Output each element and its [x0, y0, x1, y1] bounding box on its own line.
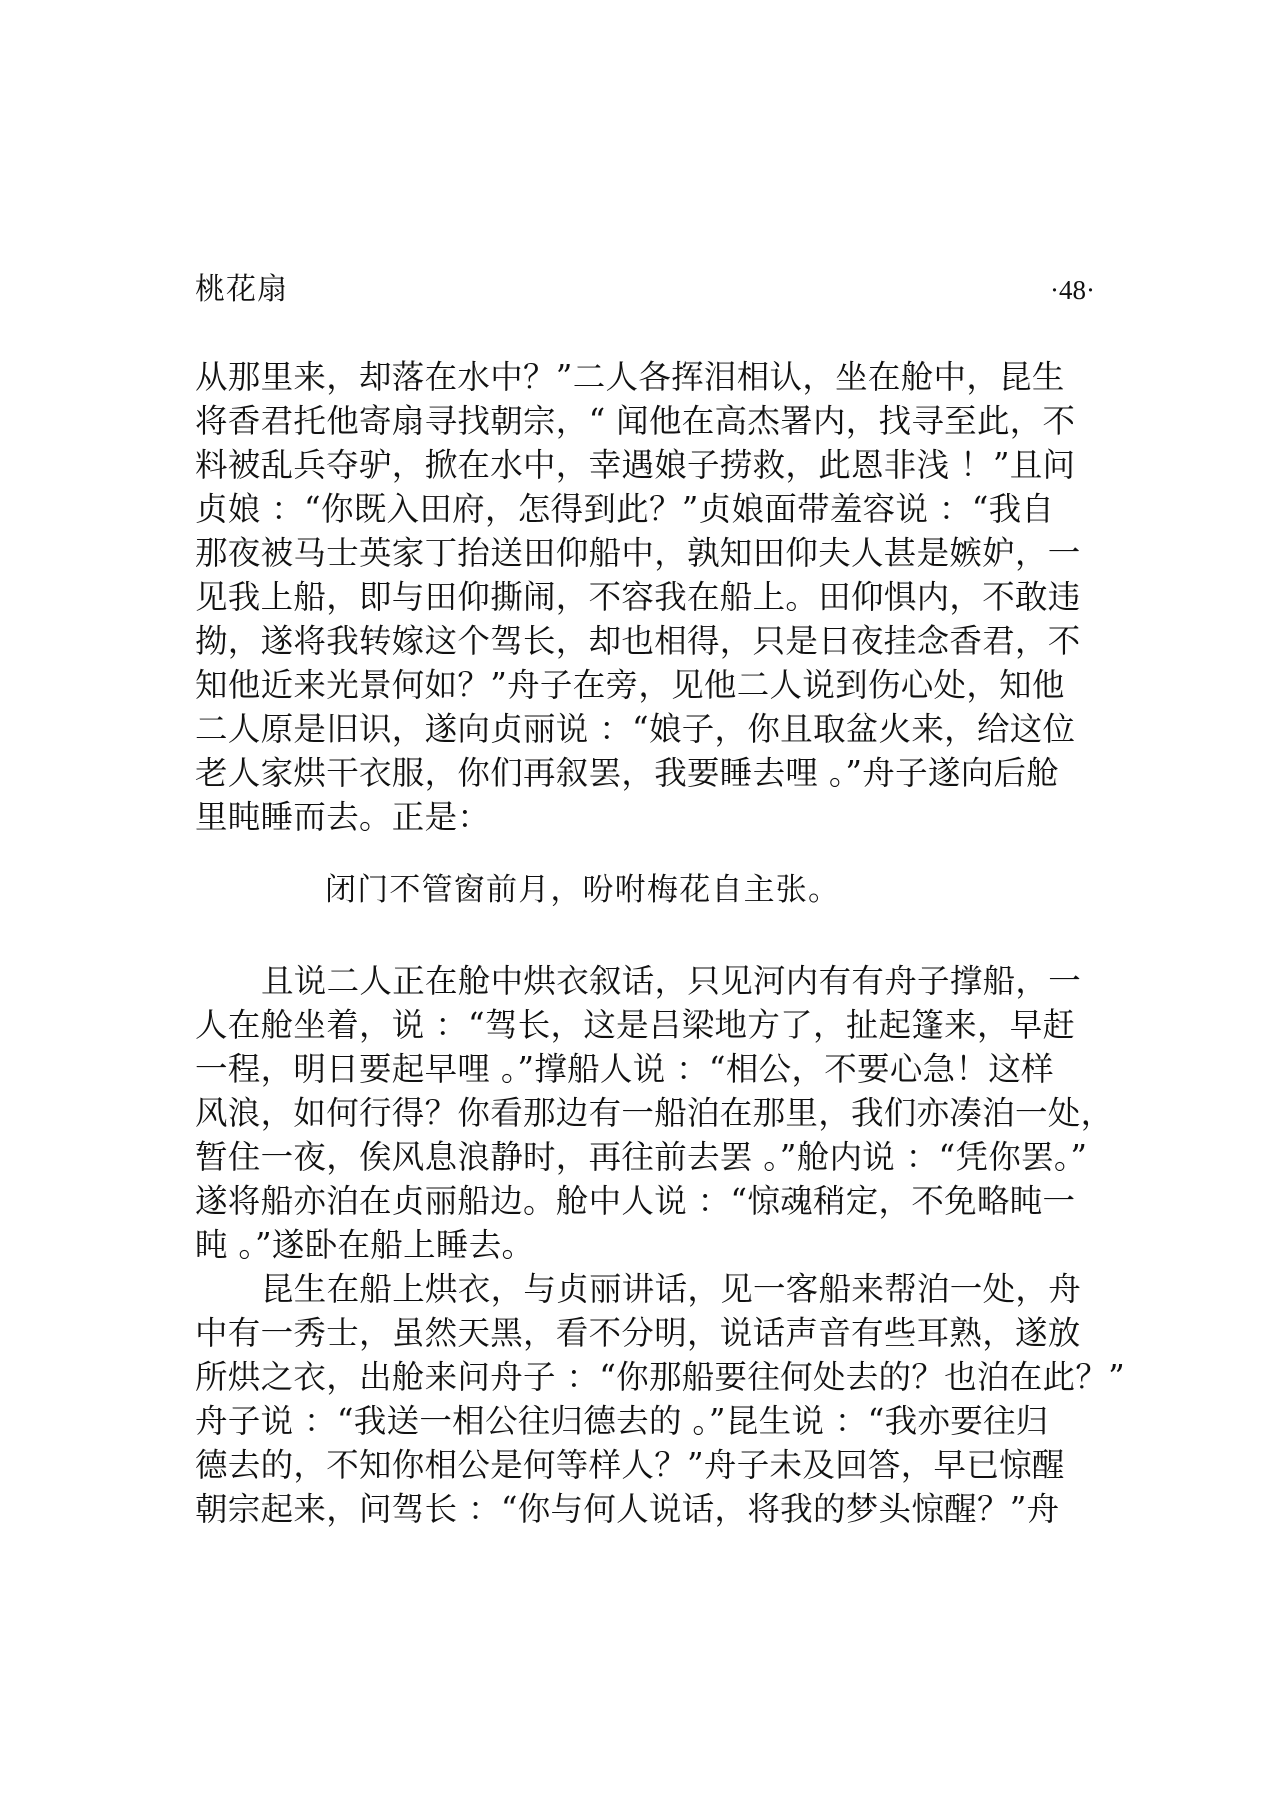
- text-line: 所烘之衣，出舱来问舟子 ：“你那船要往何处去的？也泊在此？”: [195, 1358, 1126, 1396]
- verse-couplet: 闭门不管窗前月，吩咐梅花自主张。: [325, 872, 841, 908]
- text-line: 中有一秀士，虽然天黑，看不分明，说话声音有些耳熟，遂放: [195, 1314, 1081, 1352]
- text-line: 盹 。”遂卧在船上睡去。: [195, 1226, 535, 1264]
- text-line: 风浪，如何行得？你看那边有一船泊在那里，我们亦凑泊一处，: [195, 1094, 1114, 1132]
- text-line: 且说二人正在舱中烘衣叙话，只见河内有有舟子撑船，一: [261, 962, 1082, 1000]
- text-line: 从那里来，却落在水中？”二人各挥泪相认，坐在舱中，昆生: [195, 358, 1065, 396]
- text-line: 一程，明日要起早哩 。”撑船人说 ：“相公，不要心急！这样: [195, 1050, 1054, 1088]
- text-line: 老人家烘干衣服，你们再叙罢，我要睡去哩 。”舟子遂向后舱: [195, 754, 1060, 792]
- text-line: 知他近来光景何如？”舟子在旁，见他二人说到伤心处，知他: [195, 666, 1065, 704]
- text-line: 舟子说 ：“我送一相公往归德去的 。”昆生说 ：“我亦要往归: [195, 1402, 1049, 1440]
- text-line: 二人原是旧识，遂向贞丽说 ：“娘子，你且取盆火来，给这位: [195, 710, 1076, 748]
- text-line: 德去的，不知你相公是何等样人？”舟子未及回答，早已惊醒: [195, 1446, 1065, 1484]
- paragraph-group: [195, 959, 1126, 1531]
- text-line: 暂住一夜，俟风息浪静时，再往前去罢 。”舱内说 ：“凭你罢。”: [195, 1138, 1088, 1176]
- book-title: 桃花扇: [195, 272, 288, 307]
- text-line: 遂将船亦泊在贞丽船边。舱中人说 ：“惊魂稍定，不免略盹一: [195, 1182, 1076, 1220]
- text-line: 那夜被马士英家丁抬送田仰船中，孰知田仰夫人甚是嫉妒，一: [195, 534, 1081, 572]
- text-line: 拗，遂将我转嫁这个驾长，却也相得，只是日夜挂念香君，不: [195, 622, 1081, 660]
- text-line: 里盹睡而去。正是：: [195, 798, 491, 836]
- text-line: 料被乱兵夺驴，掀在水中，幸遇娘子捞救，此恩非浅 ！”且问: [195, 446, 1076, 484]
- text-line: 昆生在船上烘衣，与贞丽讲话，见一客船来帮泊一处，舟: [261, 1270, 1082, 1308]
- page-number: ·48·: [1050, 275, 1095, 305]
- text-line: 将香君托他寄扇寻找朝宗，“ 闻他在高杰署内，找寻至此，不: [195, 402, 1076, 440]
- text-line: 朝宗起来，问驾长 ：“你与何人说话，将我的梦头惊醒？”舟: [195, 1490, 1060, 1528]
- text-line: 贞娘 ：“你既入田府，怎得到此？”贞娘面带羞容说 ：“我自: [195, 490, 1055, 528]
- page-header: [195, 268, 1095, 312]
- text-line: 人在舱坐着，说 ：“驾长，这是吕梁地方了，扯起篷来，早赶: [195, 1006, 1076, 1044]
- text-line: 见我上船，即与田仰撕闹，不容我在船上。田仰惧内，不敢违: [195, 578, 1081, 616]
- paragraph-continued: [195, 355, 1095, 839]
